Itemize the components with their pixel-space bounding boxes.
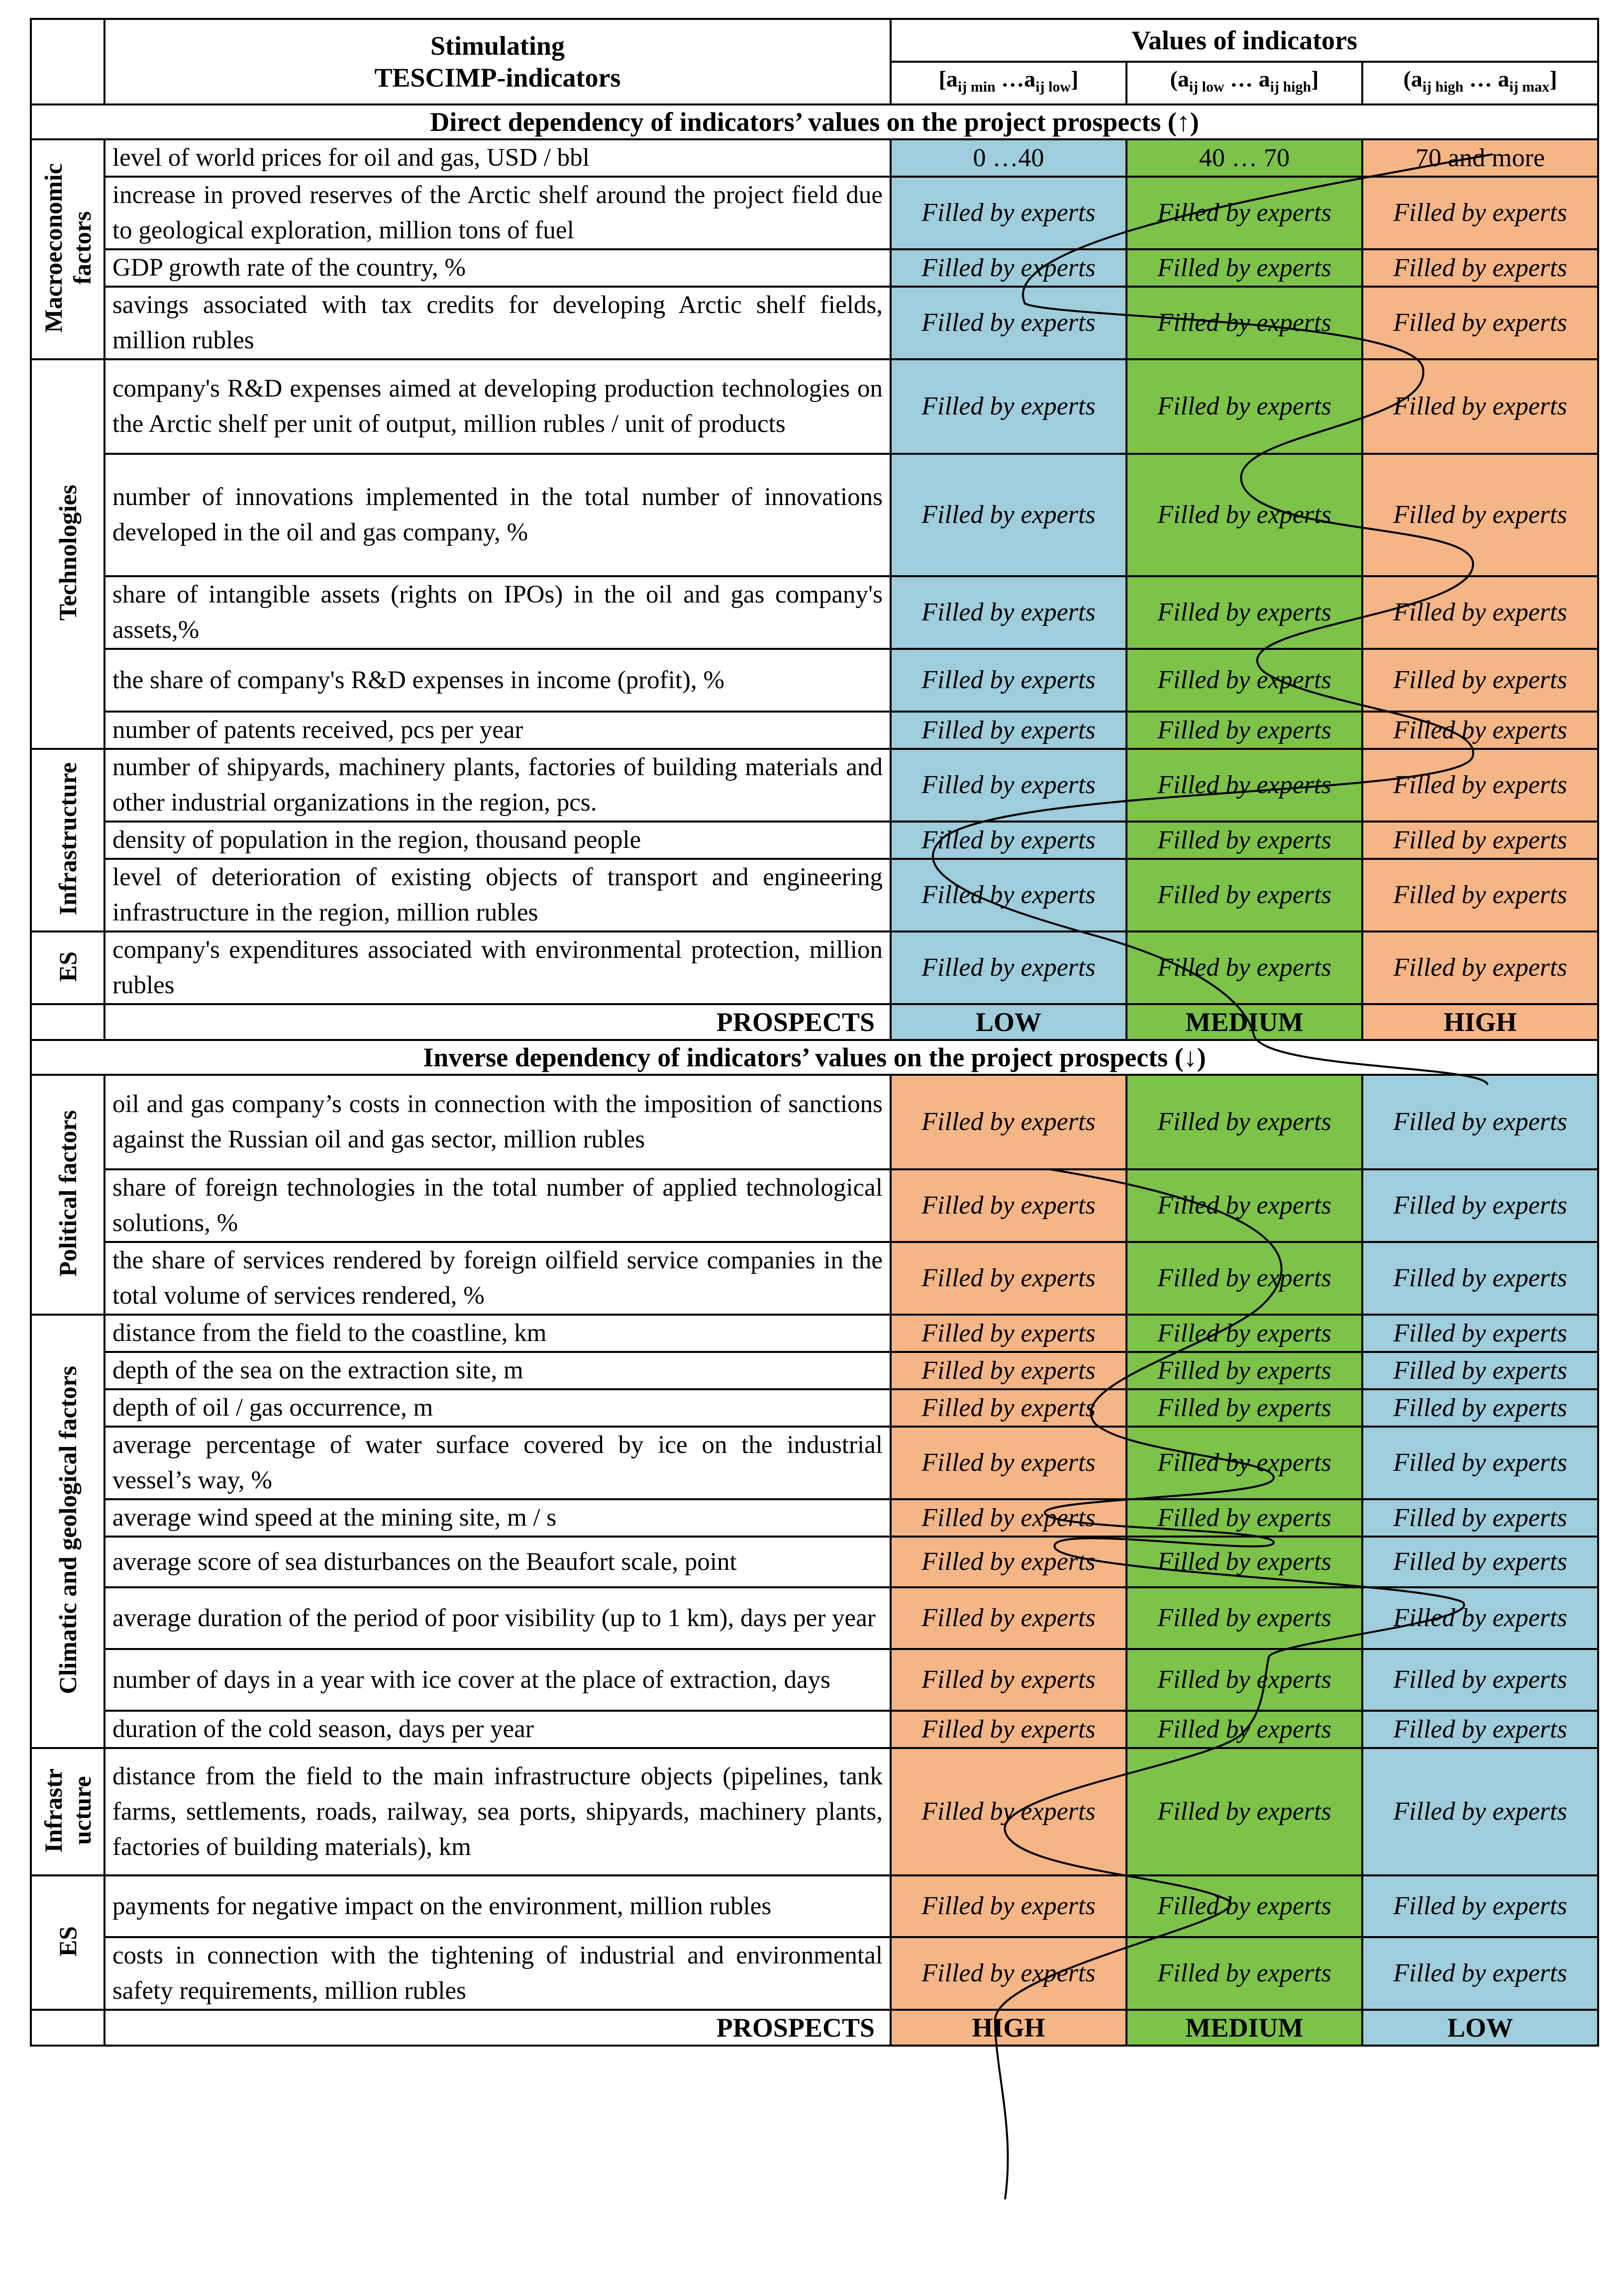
value-cell: Filled by experts [1362,454,1598,576]
value-cell: Filled by experts [1126,1937,1362,2010]
direct-group-label-text [39,163,97,333]
indicator-text: share of intangible assets (rights on IPOs) in the oil and gas company's assets,% [104,576,891,649]
direct-section-title-row [31,104,1598,139]
value-cell: Filled by experts [1126,649,1362,712]
table-row [31,1352,1598,1389]
value-cell: Filled by experts [891,454,1126,576]
direct-group-label-es [31,931,104,1004]
value-cell: Filled by experts [1126,712,1362,749]
table-row [31,1649,1598,1711]
value-cell: Filled by experts [1126,1169,1362,1242]
indicator-text: number of shipyards, machinery plants, factories of building materials and other industrial organizations in the region, pcs. [104,749,891,822]
value-cell: Filled by experts [1362,576,1598,649]
table-row [31,139,1598,177]
table-row [31,1389,1598,1427]
indicator-text: costs in connection with the tightening of industrial and environmental safety requirements, million rubles [104,1937,891,2010]
inverse-section-title: Inverse dependency of indicators’ values on the project prospects (↓) [31,1040,1598,1075]
group-label-line: ES [54,1926,82,1957]
header-corner-cell [31,19,104,104]
value-cell: Filled by experts [1126,1352,1362,1389]
indicator-text: oil and gas company’s costs in connection with the imposition of sanctions against the Russian oil and gas sector, million rubles [104,1075,891,1169]
values-column-header: Values of indicators [891,19,1598,62]
value-cell: Filled by experts [1126,576,1362,649]
table-row [31,249,1598,287]
group-label-line: Infrastructure [54,762,82,916]
value-cell: Filled by experts [1362,1389,1598,1427]
direct-group-label-technologies [31,359,104,749]
direct-group-label-text [53,762,82,915]
value-cell: Filled by experts [891,1875,1126,1937]
direct-group-label-infrastructure [31,749,104,931]
group-label-line: Macroeconomic [39,163,67,333]
value-cell: Filled by experts [1126,1075,1362,1169]
range-header-low: [$a_{ij min}$ $\dots a_{ij low}$] [891,62,1126,104]
value-cell: Filled by experts [1126,454,1362,576]
indicator-text: distance from the field to the main infrastructure objects (pipelines, tank farms, settlements, roads, railway, sea ports, shipyards, machinery plants, factories of building materials), km [104,1748,891,1875]
prospects-value: MEDIUM [1126,2010,1362,2046]
group-label-line: Climatic and geological factors [54,1366,82,1694]
indicator-text: share of foreign technologies in the total number of applied technological solutions, % [104,1169,891,1242]
indicator-text: average percentage of water surface covered by ice on the industrial vessel’s way, % [104,1427,891,1499]
value-cell: Filled by experts [891,1587,1126,1649]
group-label-line: ES [54,951,82,982]
value-cell: Filled by experts [891,712,1126,749]
table-row [31,1169,1598,1242]
value-cell: Filled by experts [891,931,1126,1004]
indicator-text: level of world prices for oil and gas, USD / bbl [104,139,891,177]
value-cell: Filled by experts [891,1748,1126,1875]
indicator-text: average duration of the period of poor visibility (up to 1 km), days per year [104,1587,891,1649]
group-label-line: Infrastr [39,1768,67,1853]
value-cell: Filled by experts [1126,1315,1362,1352]
inverse-group-label-text [53,1926,82,1957]
indicators-title-line1: Stimulating [430,31,565,61]
table-row [31,1711,1598,1748]
value-cell: Filled by experts [1126,1711,1362,1748]
value-cell: Filled by experts [1126,249,1362,287]
table-row [31,287,1598,359]
table-row [31,712,1598,749]
indicators-table-body [31,19,1598,2046]
direct-group-label-text [53,485,82,620]
value-cell: Filled by experts [891,859,1126,931]
indicator-text: GDP growth rate of the country, % [104,249,891,287]
inverse-group-label-climatic-geological [31,1315,104,1748]
direct-group-label-macroeconomic [31,139,104,359]
indicator-text: payments for negative impact on the environment, million rubles [104,1875,891,1937]
value-cell: Filled by experts [1362,822,1598,859]
prospects-label: PROSPECTS [104,1004,891,1040]
value-cell: Filled by experts [1126,1389,1362,1427]
table-row [31,1587,1598,1649]
table-row [31,822,1598,859]
table-row [31,649,1598,712]
value-cell: Filled by experts [1362,1587,1598,1649]
table-row [31,1075,1598,1169]
table-row [31,1537,1598,1587]
value-cell: Filled by experts [891,249,1126,287]
indicator-text: depth of oil / gas occurrence, m [104,1389,891,1427]
inverse-group-label-infrastructure [31,1748,104,1875]
value-cell: Filled by experts [1126,1587,1362,1649]
value-cell: Filled by experts [1362,249,1598,287]
range-header-high: ($a_{ij high}$ … $a_{ij max}$] [1362,62,1598,104]
table-row [31,1937,1598,2010]
inverse-prospects-row [31,2010,1598,2046]
inverse-group-label-text [53,1110,82,1277]
inverse-section-title-row [31,1040,1598,1075]
value-cell: Filled by experts [1362,1499,1598,1537]
value-cell: Filled by experts [1362,712,1598,749]
value-cell: Filled by experts [1126,822,1362,859]
value-cell: Filled by experts [891,1711,1126,1748]
value-cell: Filled by experts [1362,1711,1598,1748]
value-cell: Filled by experts [1362,859,1598,931]
table-row [31,931,1598,1004]
value-cell: 0 …40 [891,139,1126,177]
indicator-text: the share of services rendered by foreign oilfield service companies in the total volume of services rendered, % [104,1242,891,1315]
indicator-text: company's R&D expenses aimed at developing production technologies on the Arctic shelf per unit of output, million rubles / unit of products [104,359,891,454]
value-cell: Filled by experts [1126,1499,1362,1537]
table-row [31,454,1598,576]
prospects-value: LOW [1362,2010,1598,2046]
indicator-text: number of innovations implemented in the total number of innovations developed in the oil and gas company, % [104,454,891,576]
group-label-line: factors [68,211,96,285]
prospects-value: MEDIUM [1126,1004,1362,1040]
value-cell: Filled by experts [891,1315,1126,1352]
value-cell: Filled by experts [1362,287,1598,359]
table-row [31,859,1598,931]
value-cell: Filled by experts [891,287,1126,359]
value-cell: Filled by experts [1362,1315,1598,1352]
value-cell: Filled by experts [891,359,1126,454]
value-cell: Filled by experts [1362,1427,1598,1499]
prospects-empty-cell [31,2010,104,2046]
indicator-text: distance from the field to the coastline, km [104,1315,891,1352]
value-cell: 70 and more [1362,139,1598,177]
indicator-text: number of patents received, pcs per year [104,712,891,749]
group-label-line: Political factors [54,1110,82,1277]
value-cell: Filled by experts [1126,931,1362,1004]
table-row [31,1427,1598,1499]
table-row [31,177,1598,249]
table-row [31,1748,1598,1875]
value-cell: 40 … 70 [1126,139,1362,177]
indicator-text: average wind speed at the mining site, m / s [104,1499,891,1537]
value-cell: Filled by experts [1362,1649,1598,1711]
value-cell: Filled by experts [1126,1748,1362,1875]
direct-group-label-text [53,951,82,982]
value-cell: Filled by experts [1362,1352,1598,1389]
value-cell: Filled by experts [1362,649,1598,712]
indicators-title-line2: TESCIMP-indicators [374,63,621,93]
value-cell: Filled by experts [1126,359,1362,454]
value-cell: Filled by experts [891,1537,1126,1587]
indicator-text: duration of the cold season, days per year [104,1711,891,1748]
table-row [31,749,1598,822]
value-cell: Filled by experts [891,1075,1126,1169]
indicator-text: depth of the sea on the extraction site, m [104,1352,891,1389]
indicator-text: the share of company's R&D expenses in income (profit), % [104,649,891,712]
value-cell: Filled by experts [891,1389,1126,1427]
table-row [31,1499,1598,1537]
value-cell: Filled by experts [1362,359,1598,454]
value-cell: Filled by experts [1362,749,1598,822]
value-cell: Filled by experts [1126,749,1362,822]
value-cell: Filled by experts [1362,177,1598,249]
prospects-value: HIGH [1362,1004,1598,1040]
prospects-value: LOW [891,1004,1126,1040]
indicator-text: savings associated with tax credits for developing Arctic shelf fields, million rubles [104,287,891,359]
value-cell: Filled by experts [1126,859,1362,931]
inverse-group-label-political [31,1075,104,1315]
value-cell: Filled by experts [1362,1875,1598,1937]
value-cell: Filled by experts [1362,1937,1598,2010]
indicators-column-header [104,19,891,104]
value-cell: Filled by experts [891,1937,1126,2010]
header-row-1 [31,19,1598,62]
value-cell: Filled by experts [1362,1242,1598,1315]
direct-prospects-row [31,1004,1598,1040]
group-label-line: ucture [68,1776,96,1845]
value-cell: Filled by experts [1362,1169,1598,1242]
table-row [31,576,1598,649]
value-cell: Filled by experts [1362,1748,1598,1875]
value-cell: Filled by experts [1126,1875,1362,1937]
value-cell: Filled by experts [1126,1242,1362,1315]
value-cell: Filled by experts [1362,931,1598,1004]
value-cell: Filled by experts [1362,1537,1598,1587]
value-cell: Filled by experts [1126,1537,1362,1587]
value-cell: Filled by experts [1126,287,1362,359]
table-row [31,1315,1598,1352]
indicator-text: number of days in a year with ice cover at the place of extraction, days [104,1649,891,1711]
range-header-medium: ($a_{ij low}$ … $a_{ij high}$] [1126,62,1362,104]
table-row [31,359,1598,454]
direct-section-title: Direct dependency of indicators’ values on the project prospects (↑) [31,104,1598,139]
table-row [31,1242,1598,1315]
indicators-table [30,18,1599,2047]
inverse-group-label-text [53,1366,82,1694]
value-cell: Filled by experts [891,1499,1126,1537]
indicator-text: level of deterioration of existing objects of transport and engineering infrastructure in the region, million rubles [104,859,891,931]
value-cell: Filled by experts [891,649,1126,712]
value-cell: Filled by experts [1362,1075,1598,1169]
table-row [31,1875,1598,1937]
value-cell: Filled by experts [891,1169,1126,1242]
value-cell: Filled by experts [891,1649,1126,1711]
inverse-group-label-text [39,1768,97,1853]
indicator-text: increase in proved reserves of the Arctic shelf around the project field due to geological exploration, million tons of fuel [104,177,891,249]
indicator-text: density of population in the region, thousand people [104,822,891,859]
inverse-group-label-es [31,1875,104,2010]
value-cell: Filled by experts [891,1427,1126,1499]
group-label-line: Technologies [54,485,82,621]
prospects-label: PROSPECTS [104,2010,891,2046]
value-cell: Filled by experts [891,1242,1126,1315]
indicator-text: company's expenditures associated with environmental protection, million rubles [104,931,891,1004]
value-cell: Filled by experts [1126,177,1362,249]
value-cell: Filled by experts [891,749,1126,822]
value-cell: Filled by experts [1126,1649,1362,1711]
value-cell: Filled by experts [891,1352,1126,1389]
indicator-text: average score of sea disturbances on the Beaufort scale, point [104,1537,891,1587]
value-cell: Filled by experts [891,177,1126,249]
value-cell: Filled by experts [891,576,1126,649]
prospects-empty-cell [31,1004,104,1040]
value-cell: Filled by experts [1126,1427,1362,1499]
prospects-value: HIGH [891,2010,1126,2046]
value-cell: Filled by experts [891,822,1126,859]
